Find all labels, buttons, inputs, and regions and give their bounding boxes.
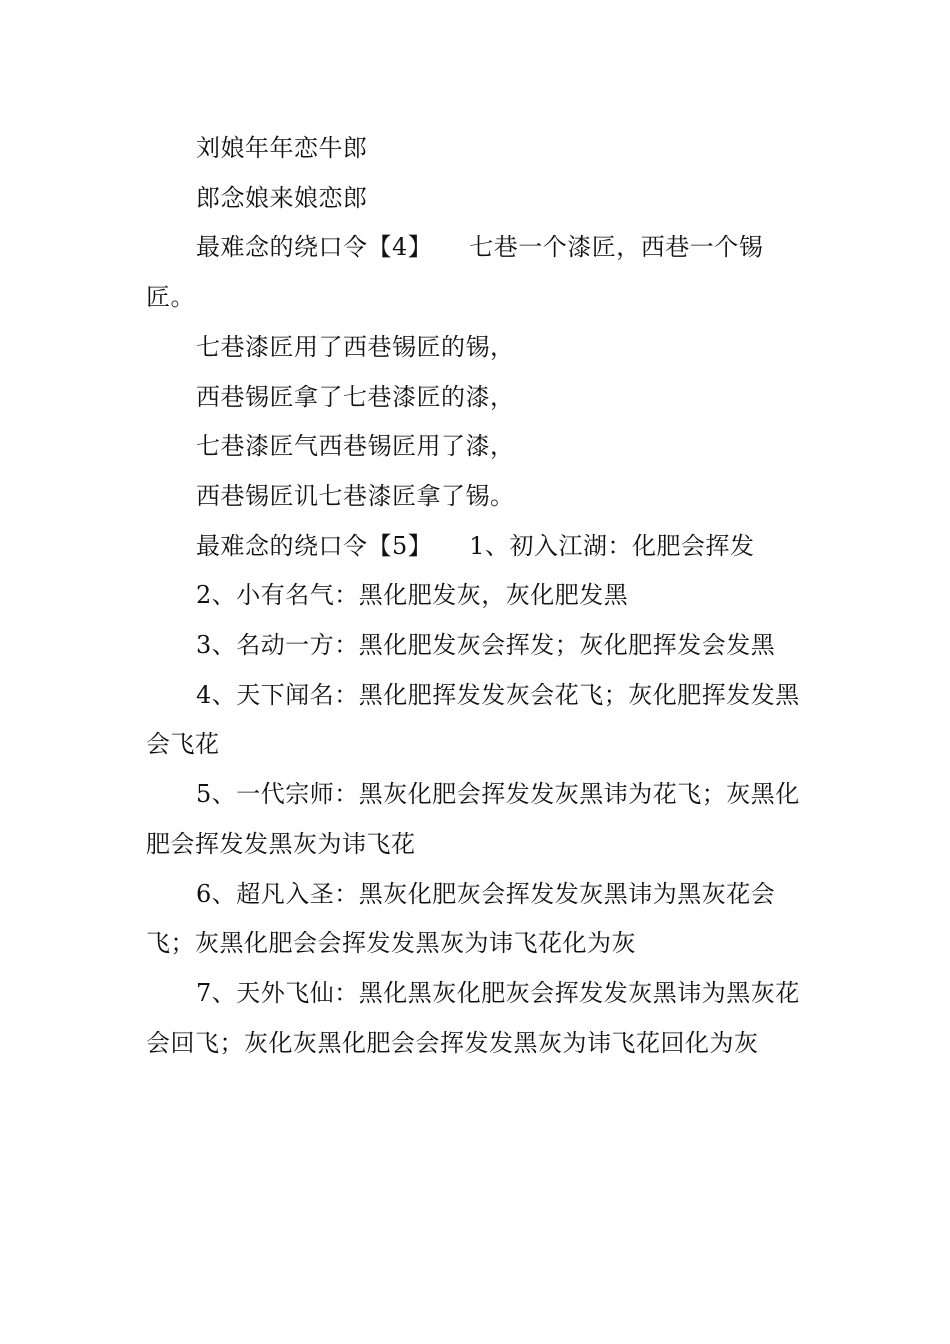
paragraph-12: 5、一代宗师：黑灰化肥会挥发发灰黑讳为花飞；灰黑化肥会挥发发黑灰为讳飞花: [146, 780, 800, 858]
paragraph-4: 七巷漆匠用了西巷锡匠的锡，: [196, 332, 515, 361]
paragraph-13: 6、超凡入圣：黑灰化肥灰会挥发发灰黑讳为黑灰花会飞；灰黑化肥会会挥发发黑灰为讳飞花化为灰: [146, 879, 776, 958]
paragraph-14: 7、天外飞仙：黑化黑灰化肥灰会挥发发灰黑讳为黑灰花会回飞；灰化灰黑化肥会会挥发发黑灰为讳飞花回化为灰: [146, 978, 800, 1057]
paragraph-9: 2、小有名气：黑化肥发灰，灰化肥发黑: [196, 581, 629, 610]
paragraph-10: 3、名动一方：黑化肥发灰会挥发；灰化肥挥发会发黑: [196, 631, 776, 660]
paragraph-5: 西巷锡匠拿了七巷漆匠的漆，: [196, 382, 515, 411]
document-body: [146, 124, 806, 1068]
paragraph-3: 最难念的绕口令【4】 七巷一个漆匠，西巷一个锡匠。: [146, 233, 764, 312]
paragraph-2: 郎念娘来娘恋郎: [196, 183, 368, 212]
paragraph-7: 西巷锡匠讥七巷漆匠拿了锡。: [196, 481, 515, 510]
paragraph-8: 最难念的绕口令【5】 1、初入江湖：化肥会挥发: [196, 531, 755, 560]
paragraph-11: 4、天下闻名：黑化肥挥发发灰会花飞；灰化肥挥发发黑会飞花: [146, 680, 800, 759]
paragraph-1: 刘娘年年恋牛郎: [196, 134, 368, 162]
paragraph-6: 七巷漆匠气西巷锡匠用了漆，: [196, 432, 515, 461]
